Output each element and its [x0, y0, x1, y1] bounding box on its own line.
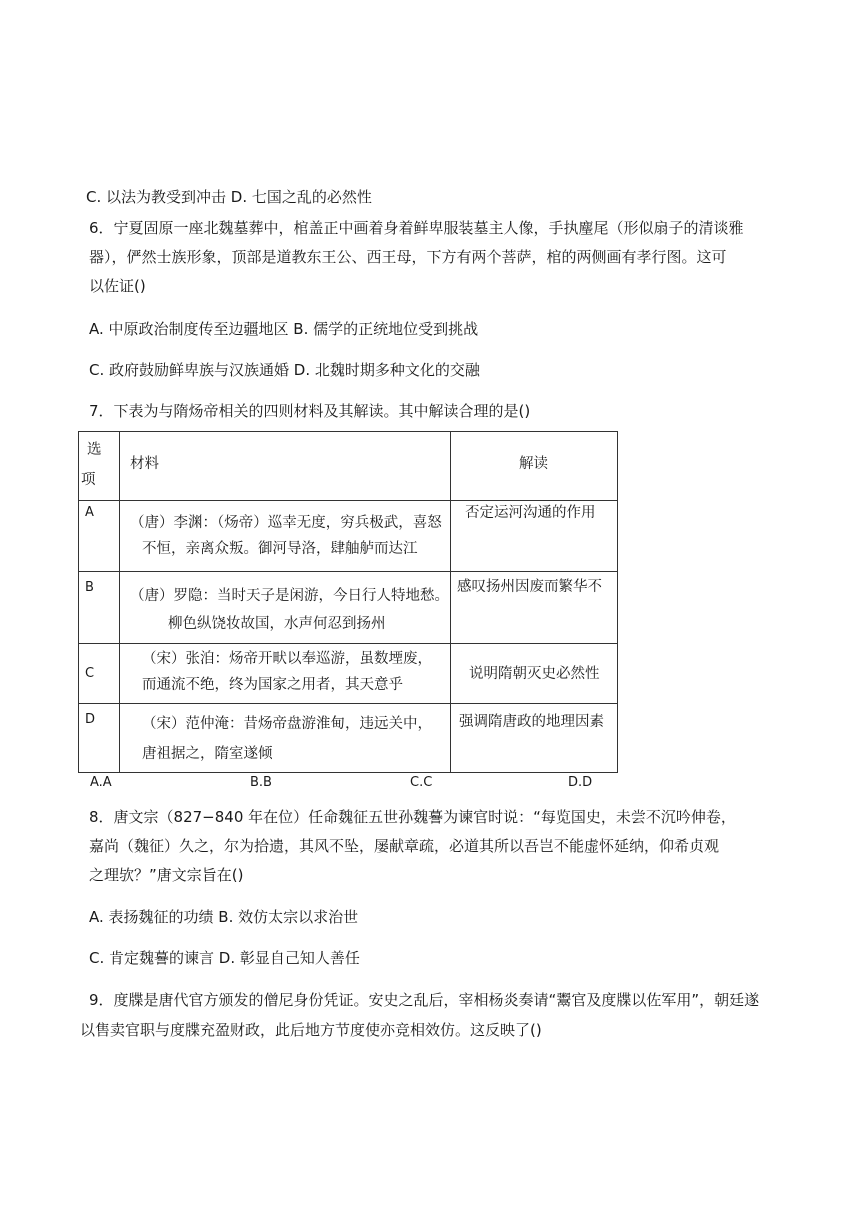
row-material-line2: 不恒，亲离众叛。御河导洛，肆舳舻而达江 [142, 541, 418, 557]
q8-options-cd: C. 肯定魏謩的谏言 D. 彰显自己知人善任 [89, 949, 360, 967]
q7-option-c: C.C [410, 775, 433, 790]
row-material-line2: 而通流不绝，终为国家之用者，其天意乎 [142, 677, 403, 693]
q8-stem-line1: 8．唐文宗（827−840 年在位）任命魏征五世孙魏謩为谏官时说：“每览国史，未尝不沉吟伸卷， [89, 808, 736, 826]
q6-stem-line2: 器），俨然士族形象，顶部是道教东王公、西王母，下方有两个菩萨，棺的两侧画有孝行图。这可 [89, 248, 727, 266]
q8-stem-line3: 之理欤？”唐文宗旨在() [89, 866, 244, 884]
row-interpretation: 强调隋唐政的地理因素 [459, 714, 604, 730]
table-header-row [79, 432, 618, 501]
row-option: A [85, 505, 94, 520]
q7-option-a: A.A [90, 775, 112, 790]
row-material-line1: （唐）李渊：（炀帝）巡幸无度，穷兵极武，喜怒 [130, 515, 442, 531]
table-row [79, 501, 618, 572]
table-row [79, 572, 618, 644]
table-row [79, 644, 618, 704]
row-option: C [85, 666, 95, 681]
row-material-line1: （宋）张洎：炀帝开畎以奉巡游，虽数堙废， [142, 651, 432, 667]
q7-option-b: B.B [250, 775, 272, 790]
row-material-line1: （唐）罗隐：当时天子是闲游，今日行人特地愁。 [130, 588, 449, 604]
q6-options-ab: A. 中原政治制度传至边疆地区 B. 儒学的正统地位受到挑战 [89, 320, 479, 338]
q7-table [78, 431, 618, 773]
row-option: B [85, 580, 94, 595]
header-interpretation: 解读 [519, 456, 548, 472]
q8-options-ab: A. 表扬魏征的功绩 B. 效仿太宗以求治世 [89, 908, 359, 926]
table-row [79, 704, 618, 773]
q6-stem-line3: 以佐证() [89, 277, 146, 295]
q6-stem-line1: 6．宁夏固原一座北魏墓葬中，棺盖正中画着身着鲜卑服装墓主人像，手执麈尾（形似扇子的清谈雅 [89, 219, 744, 237]
header-material: 材料 [130, 456, 159, 472]
q7-option-d: D.D [568, 775, 593, 790]
q9-stem-line1: 9．度牒是唐代官方颁发的僧尼身份凭证。安史之乱后，宰相杨炎奏请“鬻官及度牒以佐军用”，朝廷遂 [89, 991, 760, 1009]
q9-stem-line2: 以售卖官职与度牒充盈财政，此后地方节度使亦竞相效仿。这反映了() [80, 1021, 542, 1039]
row-material-line1: （宋）范仲淹：昔炀帝盘游淮甸，违远关中， [142, 716, 432, 732]
row-material-line2: 柳色纵饶妆故国，水声何忍到扬州 [168, 616, 386, 632]
header-option-1: 选 [87, 442, 102, 458]
q8-stem-line2: 嘉尚（魏征）久之，尔为拾遗，其风不坠，屡献章疏，必道其所以吾岂不能虚怀延纳，仰希贞观 [89, 837, 720, 855]
q6-options-cd: C. 政府鼓励鲜卑族与汉族通婚 D. 北魏时期多种文化的交融 [89, 361, 480, 379]
row-material-line2: 唐祖据之，隋室遂倾 [142, 746, 273, 762]
header-option-2: 项 [81, 472, 96, 488]
row-interpretation: 否定运河沟通的作用 [465, 505, 596, 521]
q5-options-cd: C. 以法为教受到冲击 D. 七国之乱的必然性 [86, 188, 372, 206]
row-option: D [85, 712, 96, 727]
row-interpretation: 感叹扬州因废而繁华不 [457, 579, 602, 595]
row-interpretation: 说明隋朝灭史必然性 [469, 666, 600, 682]
q7-stem: 7．下表为与隋炀帝相关的四则材料及其解读。其中解读合理的是() [89, 402, 531, 420]
